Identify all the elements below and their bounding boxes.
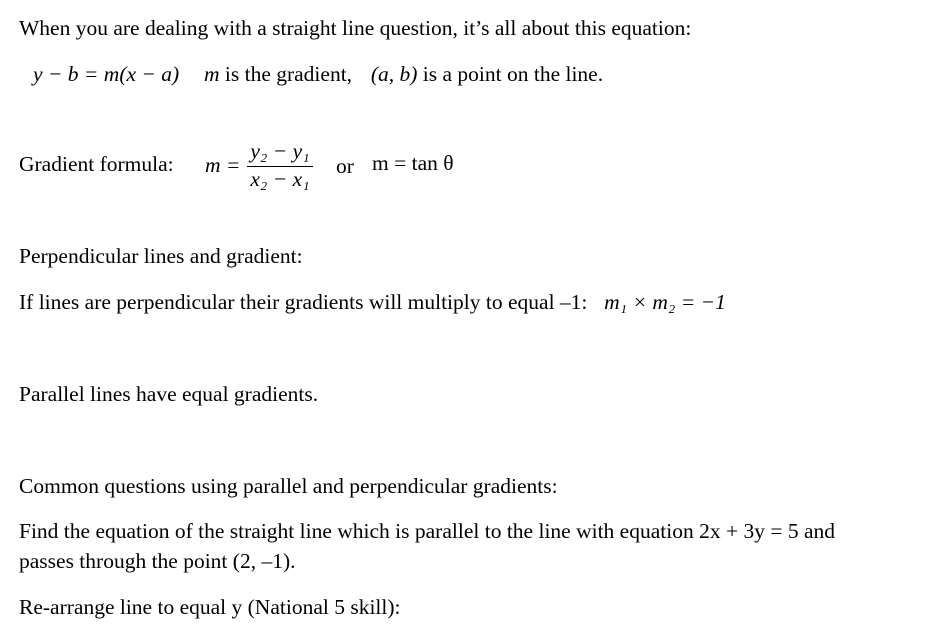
fraction-numerator: y₂ − y₁	[250, 139, 310, 163]
gradient-description: is the gradient,	[219, 62, 353, 86]
straight-line-equation-row	[33, 64, 603, 86]
intro-sentence: When you are dealing with a straight line question, it’s all about this equation:	[19, 16, 692, 40]
perpendicular-rule: If lines are perpendicular their gradients will multiply to equal –1:	[19, 290, 588, 314]
perpendicular-rule-row	[19, 292, 726, 314]
gradient-fraction	[246, 141, 314, 190]
fraction-denominator: x₂ − x₁	[250, 166, 310, 191]
point-variable: (a, b)	[370, 62, 418, 86]
gradient-variable: m	[203, 62, 220, 86]
question-line-2: passes through the point (2, –1).	[19, 549, 296, 573]
question-line-1: Find the equation of the straight line which is parallel to the line with equation 2x + 3y = 5 and	[19, 519, 836, 543]
straight-line-equation: y − b = m(x − a)	[33, 62, 180, 86]
perpendicular-formula: m₁ × m₂ = −1	[604, 290, 726, 314]
gradient-formula-label: Gradient formula:	[19, 152, 174, 176]
tan-formula: m = tan θ	[372, 151, 454, 175]
common-questions-heading: Common questions using parallel and perpendicular gradients:	[19, 474, 558, 498]
or-word: or	[336, 154, 354, 178]
perpendicular-heading: Perpendicular lines and gradient:	[19, 244, 303, 268]
parallel-rule: Parallel lines have equal gradients.	[19, 382, 319, 406]
rearrange-instruction: Re-arrange line to equal y (National 5 skill):	[19, 595, 401, 619]
point-description: is a point on the line.	[417, 62, 604, 86]
gradient-m-equals: m =	[205, 153, 241, 177]
